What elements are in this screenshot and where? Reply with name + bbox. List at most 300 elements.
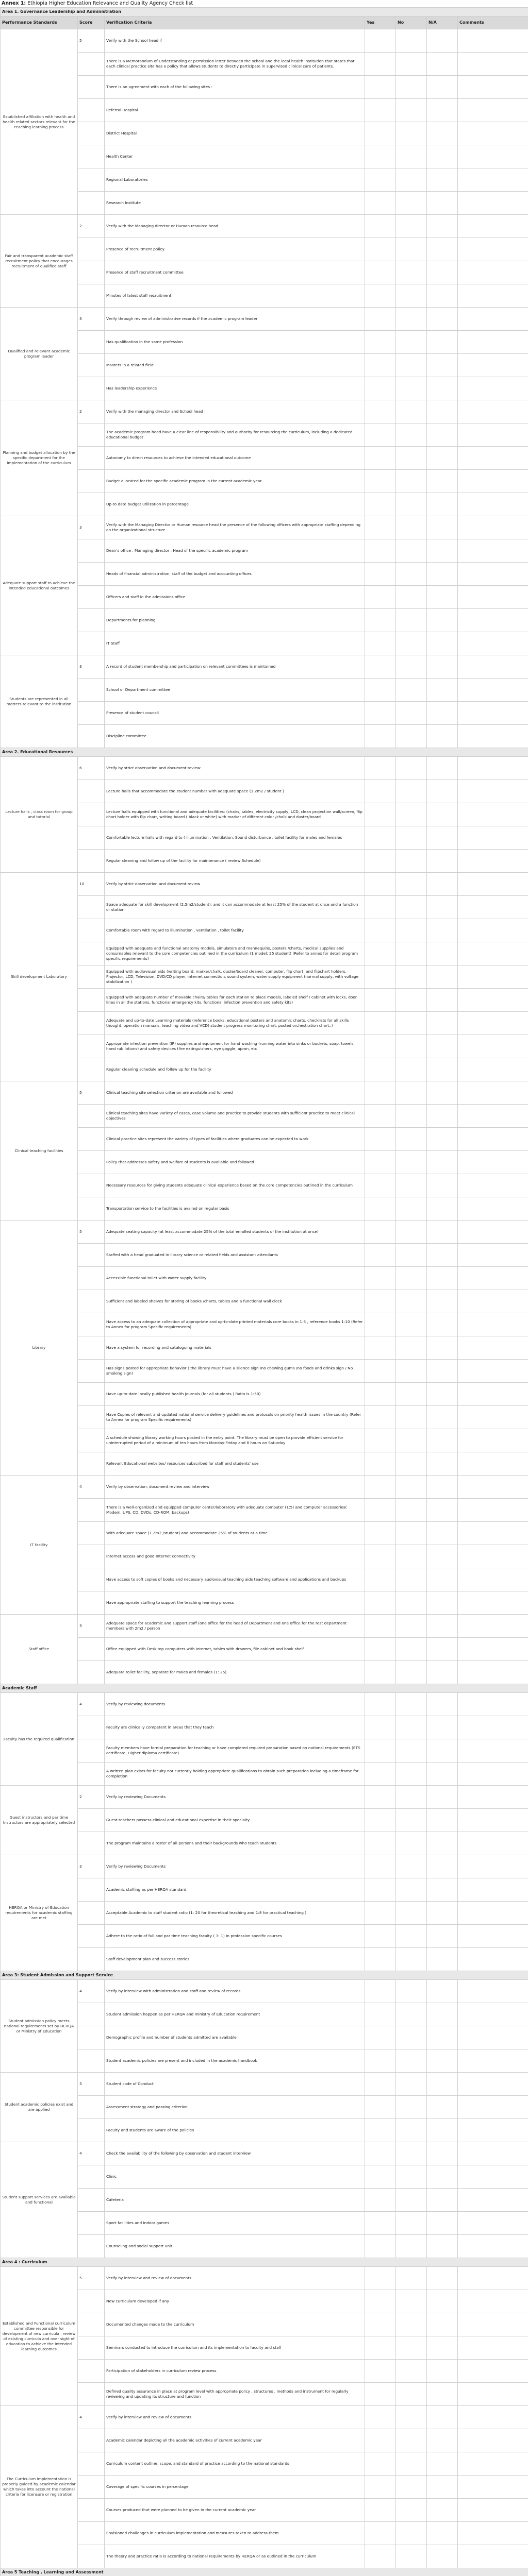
na-cell[interactable]	[427, 1244, 458, 1267]
no-cell[interactable]	[396, 2290, 427, 2313]
na-cell[interactable]	[427, 1151, 458, 1174]
comments-cell[interactable]	[458, 1499, 528, 1522]
comments-cell[interactable]	[458, 192, 528, 215]
na-cell[interactable]	[427, 2476, 458, 2499]
na-cell[interactable]	[427, 354, 458, 377]
no-cell[interactable]	[396, 1174, 427, 1197]
na-cell[interactable]	[427, 1406, 458, 1429]
no-cell[interactable]	[396, 1244, 427, 1267]
comments-cell[interactable]	[458, 1832, 528, 1855]
yes-cell[interactable]	[365, 1105, 396, 1128]
comments-cell[interactable]	[458, 942, 528, 965]
no-cell[interactable]	[396, 989, 427, 1012]
comments-cell[interactable]	[458, 447, 528, 470]
no-cell[interactable]	[396, 1902, 427, 1925]
no-cell[interactable]	[396, 702, 427, 725]
na-cell[interactable]	[427, 586, 458, 609]
na-cell[interactable]	[427, 192, 458, 215]
na-cell[interactable]	[427, 423, 458, 447]
na-cell[interactable]	[427, 1809, 458, 1832]
no-cell[interactable]	[396, 2165, 427, 2189]
comments-cell[interactable]	[458, 655, 528, 679]
no-cell[interactable]	[396, 1383, 427, 1406]
comments-cell[interactable]	[458, 873, 528, 896]
na-cell[interactable]	[427, 331, 458, 354]
yes-cell[interactable]	[365, 447, 396, 470]
na-cell[interactable]	[427, 76, 458, 99]
comments-cell[interactable]	[458, 29, 528, 53]
yes-cell[interactable]	[365, 122, 396, 145]
yes-cell[interactable]	[365, 1693, 396, 1716]
na-cell[interactable]	[427, 261, 458, 284]
yes-cell[interactable]	[365, 1221, 396, 1244]
yes-cell[interactable]	[365, 516, 396, 539]
yes-cell[interactable]	[365, 493, 396, 516]
yes-cell[interactable]	[365, 99, 396, 122]
no-cell[interactable]	[396, 1336, 427, 1360]
comments-cell[interactable]	[458, 1151, 528, 1174]
comments-cell[interactable]	[458, 1105, 528, 1128]
comments-cell[interactable]	[458, 76, 528, 99]
comments-cell[interactable]	[458, 1716, 528, 1739]
na-cell[interactable]	[427, 826, 458, 850]
comments-cell[interactable]	[458, 1081, 528, 1105]
yes-cell[interactable]	[365, 757, 396, 780]
comments-cell[interactable]	[458, 965, 528, 989]
na-cell[interactable]	[427, 2499, 458, 2522]
na-cell[interactable]	[427, 1855, 458, 1878]
no-cell[interactable]	[396, 757, 427, 780]
yes-cell[interactable]	[365, 1499, 396, 1522]
yes-cell[interactable]	[365, 609, 396, 632]
na-cell[interactable]	[427, 2235, 458, 2258]
yes-cell[interactable]	[365, 850, 396, 873]
yes-cell[interactable]	[365, 377, 396, 400]
no-cell[interactable]	[396, 850, 427, 873]
no-cell[interactable]	[396, 2336, 427, 2360]
yes-cell[interactable]	[365, 2049, 396, 2073]
yes-cell[interactable]	[365, 1406, 396, 1429]
na-cell[interactable]	[427, 470, 458, 493]
na-cell[interactable]	[427, 99, 458, 122]
comments-cell[interactable]	[458, 99, 528, 122]
yes-cell[interactable]	[365, 76, 396, 99]
no-cell[interactable]	[396, 423, 427, 447]
no-cell[interactable]	[396, 1290, 427, 1313]
comments-cell[interactable]	[458, 470, 528, 493]
comments-cell[interactable]	[458, 1925, 528, 1948]
comments-cell[interactable]	[458, 2073, 528, 2096]
comments-cell[interactable]	[458, 609, 528, 632]
yes-cell[interactable]	[365, 896, 396, 919]
yes-cell[interactable]	[365, 2429, 396, 2452]
comments-cell[interactable]	[458, 1406, 528, 1429]
yes-cell[interactable]	[365, 215, 396, 238]
no-cell[interactable]	[396, 826, 427, 850]
na-cell[interactable]	[427, 493, 458, 516]
yes-cell[interactable]	[365, 1591, 396, 1615]
comments-cell[interactable]	[458, 168, 528, 192]
na-cell[interactable]	[427, 2049, 458, 2073]
no-cell[interactable]	[396, 2313, 427, 2336]
yes-cell[interactable]	[365, 1383, 396, 1406]
no-cell[interactable]	[396, 2235, 427, 2258]
yes-cell[interactable]	[365, 2119, 396, 2142]
comments-cell[interactable]	[458, 238, 528, 261]
no-cell[interactable]	[396, 354, 427, 377]
no-cell[interactable]	[396, 400, 427, 423]
comments-cell[interactable]	[458, 632, 528, 655]
na-cell[interactable]	[427, 2267, 458, 2290]
yes-cell[interactable]	[365, 1452, 396, 1476]
na-cell[interactable]	[427, 1105, 458, 1128]
na-cell[interactable]	[427, 1878, 458, 1902]
na-cell[interactable]	[427, 1174, 458, 1197]
yes-cell[interactable]	[365, 1429, 396, 1452]
no-cell[interactable]	[396, 539, 427, 563]
yes-cell[interactable]	[365, 400, 396, 423]
no-cell[interactable]	[396, 2073, 427, 2096]
no-cell[interactable]	[396, 284, 427, 308]
comments-cell[interactable]	[458, 679, 528, 702]
comments-cell[interactable]	[458, 215, 528, 238]
na-cell[interactable]	[427, 919, 458, 942]
yes-cell[interactable]	[365, 1786, 396, 1809]
no-cell[interactable]	[396, 780, 427, 803]
no-cell[interactable]	[396, 1809, 427, 1832]
yes-cell[interactable]	[365, 1762, 396, 1786]
yes-cell[interactable]	[365, 1035, 396, 1058]
yes-cell[interactable]	[365, 1290, 396, 1313]
yes-cell[interactable]	[365, 1902, 396, 1925]
comments-cell[interactable]	[458, 1809, 528, 1832]
comments-cell[interactable]	[458, 1313, 528, 1336]
na-cell[interactable]	[427, 1832, 458, 1855]
no-cell[interactable]	[396, 470, 427, 493]
yes-cell[interactable]	[365, 539, 396, 563]
yes-cell[interactable]	[365, 2003, 396, 2026]
no-cell[interactable]	[396, 238, 427, 261]
yes-cell[interactable]	[365, 29, 396, 53]
na-cell[interactable]	[427, 1615, 458, 1638]
yes-cell[interactable]	[365, 1197, 396, 1221]
na-cell[interactable]	[427, 873, 458, 896]
yes-cell[interactable]	[365, 1058, 396, 1081]
comments-cell[interactable]	[458, 1197, 528, 1221]
no-cell[interactable]	[396, 1638, 427, 1661]
na-cell[interactable]	[427, 1762, 458, 1786]
na-cell[interactable]	[427, 1058, 458, 1081]
no-cell[interactable]	[396, 2429, 427, 2452]
comments-cell[interactable]	[458, 1878, 528, 1902]
comments-cell[interactable]	[458, 2429, 528, 2452]
comments-cell[interactable]	[458, 1545, 528, 1568]
na-cell[interactable]	[427, 2003, 458, 2026]
comments-cell[interactable]	[458, 1267, 528, 1290]
comments-cell[interactable]	[458, 989, 528, 1012]
yes-cell[interactable]	[365, 1128, 396, 1151]
na-cell[interactable]	[427, 400, 458, 423]
no-cell[interactable]	[396, 1980, 427, 2003]
na-cell[interactable]	[427, 1128, 458, 1151]
no-cell[interactable]	[396, 53, 427, 76]
comments-cell[interactable]	[458, 919, 528, 942]
na-cell[interactable]	[427, 145, 458, 168]
na-cell[interactable]	[427, 215, 458, 238]
no-cell[interactable]	[396, 1035, 427, 1058]
na-cell[interactable]	[427, 702, 458, 725]
comments-cell[interactable]	[458, 122, 528, 145]
yes-cell[interactable]	[365, 192, 396, 215]
comments-cell[interactable]	[458, 1948, 528, 1971]
no-cell[interactable]	[396, 331, 427, 354]
no-cell[interactable]	[396, 1267, 427, 1290]
no-cell[interactable]	[396, 215, 427, 238]
na-cell[interactable]	[427, 1012, 458, 1035]
comments-cell[interactable]	[458, 1902, 528, 1925]
yes-cell[interactable]	[365, 2499, 396, 2522]
yes-cell[interactable]	[365, 2212, 396, 2235]
comments-cell[interactable]	[458, 2383, 528, 2406]
comments-cell[interactable]	[458, 308, 528, 331]
no-cell[interactable]	[396, 2545, 427, 2568]
yes-cell[interactable]	[365, 423, 396, 447]
comments-cell[interactable]	[458, 850, 528, 873]
comments-cell[interactable]	[458, 2336, 528, 2360]
na-cell[interactable]	[427, 1545, 458, 1568]
comments-cell[interactable]	[458, 1693, 528, 1716]
comments-cell[interactable]	[458, 2165, 528, 2189]
na-cell[interactable]	[427, 53, 458, 76]
no-cell[interactable]	[396, 965, 427, 989]
na-cell[interactable]	[427, 632, 458, 655]
na-cell[interactable]	[427, 2290, 458, 2313]
na-cell[interactable]	[427, 780, 458, 803]
no-cell[interactable]	[396, 609, 427, 632]
no-cell[interactable]	[396, 632, 427, 655]
na-cell[interactable]	[427, 1452, 458, 1476]
comments-cell[interactable]	[458, 2499, 528, 2522]
no-cell[interactable]	[396, 1615, 427, 1638]
yes-cell[interactable]	[365, 702, 396, 725]
na-cell[interactable]	[427, 1902, 458, 1925]
no-cell[interactable]	[396, 2119, 427, 2142]
na-cell[interactable]	[427, 2522, 458, 2545]
na-cell[interactable]	[427, 2545, 458, 2568]
yes-cell[interactable]	[365, 919, 396, 942]
na-cell[interactable]	[427, 168, 458, 192]
na-cell[interactable]	[427, 1739, 458, 1762]
comments-cell[interactable]	[458, 1174, 528, 1197]
no-cell[interactable]	[396, 1197, 427, 1221]
no-cell[interactable]	[396, 308, 427, 331]
na-cell[interactable]	[427, 1476, 458, 1499]
no-cell[interactable]	[396, 168, 427, 192]
na-cell[interactable]	[427, 1081, 458, 1105]
yes-cell[interactable]	[365, 2165, 396, 2189]
yes-cell[interactable]	[365, 2235, 396, 2258]
comments-cell[interactable]	[458, 2003, 528, 2026]
comments-cell[interactable]	[458, 1360, 528, 1383]
na-cell[interactable]	[427, 725, 458, 748]
comments-cell[interactable]	[458, 331, 528, 354]
no-cell[interactable]	[396, 2189, 427, 2212]
yes-cell[interactable]	[365, 1832, 396, 1855]
comments-cell[interactable]	[458, 261, 528, 284]
yes-cell[interactable]	[365, 2522, 396, 2545]
na-cell[interactable]	[427, 679, 458, 702]
yes-cell[interactable]	[365, 725, 396, 748]
na-cell[interactable]	[427, 2073, 458, 2096]
comments-cell[interactable]	[458, 1058, 528, 1081]
yes-cell[interactable]	[365, 1174, 396, 1197]
comments-cell[interactable]	[458, 2212, 528, 2235]
yes-cell[interactable]	[365, 2313, 396, 2336]
comments-cell[interactable]	[458, 896, 528, 919]
na-cell[interactable]	[427, 1568, 458, 1591]
na-cell[interactable]	[427, 1336, 458, 1360]
na-cell[interactable]	[427, 2165, 458, 2189]
yes-cell[interactable]	[365, 261, 396, 284]
comments-cell[interactable]	[458, 1615, 528, 1638]
comments-cell[interactable]	[458, 1035, 528, 1058]
no-cell[interactable]	[396, 873, 427, 896]
comments-cell[interactable]	[458, 1012, 528, 1035]
comments-cell[interactable]	[458, 284, 528, 308]
comments-cell[interactable]	[458, 2452, 528, 2476]
comments-cell[interactable]	[458, 1452, 528, 1476]
no-cell[interactable]	[396, 2406, 427, 2429]
yes-cell[interactable]	[365, 1476, 396, 1499]
na-cell[interactable]	[427, 1429, 458, 1452]
yes-cell[interactable]	[365, 632, 396, 655]
comments-cell[interactable]	[458, 1336, 528, 1360]
na-cell[interactable]	[427, 563, 458, 586]
na-cell[interactable]	[427, 1925, 458, 1948]
no-cell[interactable]	[396, 1716, 427, 1739]
comments-cell[interactable]	[458, 1980, 528, 2003]
na-cell[interactable]	[427, 850, 458, 873]
comments-cell[interactable]	[458, 2142, 528, 2165]
na-cell[interactable]	[427, 2452, 458, 2476]
comments-cell[interactable]	[458, 803, 528, 826]
yes-cell[interactable]	[365, 989, 396, 1012]
no-cell[interactable]	[396, 1406, 427, 1429]
yes-cell[interactable]	[365, 238, 396, 261]
na-cell[interactable]	[427, 2142, 458, 2165]
comments-cell[interactable]	[458, 2545, 528, 2568]
na-cell[interactable]	[427, 238, 458, 261]
yes-cell[interactable]	[365, 2360, 396, 2383]
comments-cell[interactable]	[458, 354, 528, 377]
comments-cell[interactable]	[458, 586, 528, 609]
na-cell[interactable]	[427, 655, 458, 679]
no-cell[interactable]	[396, 1012, 427, 1035]
na-cell[interactable]	[427, 609, 458, 632]
comments-cell[interactable]	[458, 725, 528, 748]
na-cell[interactable]	[427, 2026, 458, 2049]
na-cell[interactable]	[427, 122, 458, 145]
yes-cell[interactable]	[365, 168, 396, 192]
no-cell[interactable]	[396, 99, 427, 122]
comments-cell[interactable]	[458, 2267, 528, 2290]
yes-cell[interactable]	[365, 2026, 396, 2049]
no-cell[interactable]	[396, 493, 427, 516]
na-cell[interactable]	[427, 1638, 458, 1661]
no-cell[interactable]	[396, 1221, 427, 1244]
na-cell[interactable]	[427, 757, 458, 780]
comments-cell[interactable]	[458, 757, 528, 780]
na-cell[interactable]	[427, 2360, 458, 2383]
comments-cell[interactable]	[458, 2119, 528, 2142]
na-cell[interactable]	[427, 1661, 458, 1684]
no-cell[interactable]	[396, 1522, 427, 1545]
yes-cell[interactable]	[365, 308, 396, 331]
comments-cell[interactable]	[458, 1221, 528, 1244]
comments-cell[interactable]	[458, 145, 528, 168]
comments-cell[interactable]	[458, 826, 528, 850]
no-cell[interactable]	[396, 1313, 427, 1336]
no-cell[interactable]	[396, 516, 427, 539]
yes-cell[interactable]	[365, 873, 396, 896]
yes-cell[interactable]	[365, 1244, 396, 1267]
comments-cell[interactable]	[458, 539, 528, 563]
na-cell[interactable]	[427, 447, 458, 470]
no-cell[interactable]	[396, 1925, 427, 1948]
comments-cell[interactable]	[458, 2026, 528, 2049]
yes-cell[interactable]	[365, 1615, 396, 1638]
no-cell[interactable]	[396, 377, 427, 400]
comments-cell[interactable]	[458, 2096, 528, 2119]
comments-cell[interactable]	[458, 780, 528, 803]
na-cell[interactable]	[427, 1360, 458, 1383]
na-cell[interactable]	[427, 1290, 458, 1313]
yes-cell[interactable]	[365, 2267, 396, 2290]
no-cell[interactable]	[396, 896, 427, 919]
no-cell[interactable]	[396, 1739, 427, 1762]
yes-cell[interactable]	[365, 1336, 396, 1360]
yes-cell[interactable]	[365, 1716, 396, 1739]
yes-cell[interactable]	[365, 1081, 396, 1105]
na-cell[interactable]	[427, 1522, 458, 1545]
no-cell[interactable]	[396, 447, 427, 470]
no-cell[interactable]	[396, 1591, 427, 1615]
yes-cell[interactable]	[365, 354, 396, 377]
yes-cell[interactable]	[365, 1739, 396, 1762]
no-cell[interactable]	[396, 2499, 427, 2522]
yes-cell[interactable]	[365, 655, 396, 679]
na-cell[interactable]	[427, 2406, 458, 2429]
yes-cell[interactable]	[365, 1151, 396, 1174]
comments-cell[interactable]	[458, 1476, 528, 1499]
yes-cell[interactable]	[365, 2142, 396, 2165]
no-cell[interactable]	[396, 1151, 427, 1174]
no-cell[interactable]	[396, 1452, 427, 1476]
na-cell[interactable]	[427, 803, 458, 826]
yes-cell[interactable]	[365, 780, 396, 803]
no-cell[interactable]	[396, 2383, 427, 2406]
no-cell[interactable]	[396, 563, 427, 586]
comments-cell[interactable]	[458, 563, 528, 586]
comments-cell[interactable]	[458, 2313, 528, 2336]
na-cell[interactable]	[427, 1221, 458, 1244]
na-cell[interactable]	[427, 1035, 458, 1058]
no-cell[interactable]	[396, 2476, 427, 2499]
na-cell[interactable]	[427, 2429, 458, 2452]
no-cell[interactable]	[396, 1762, 427, 1786]
yes-cell[interactable]	[365, 965, 396, 989]
comments-cell[interactable]	[458, 1786, 528, 1809]
